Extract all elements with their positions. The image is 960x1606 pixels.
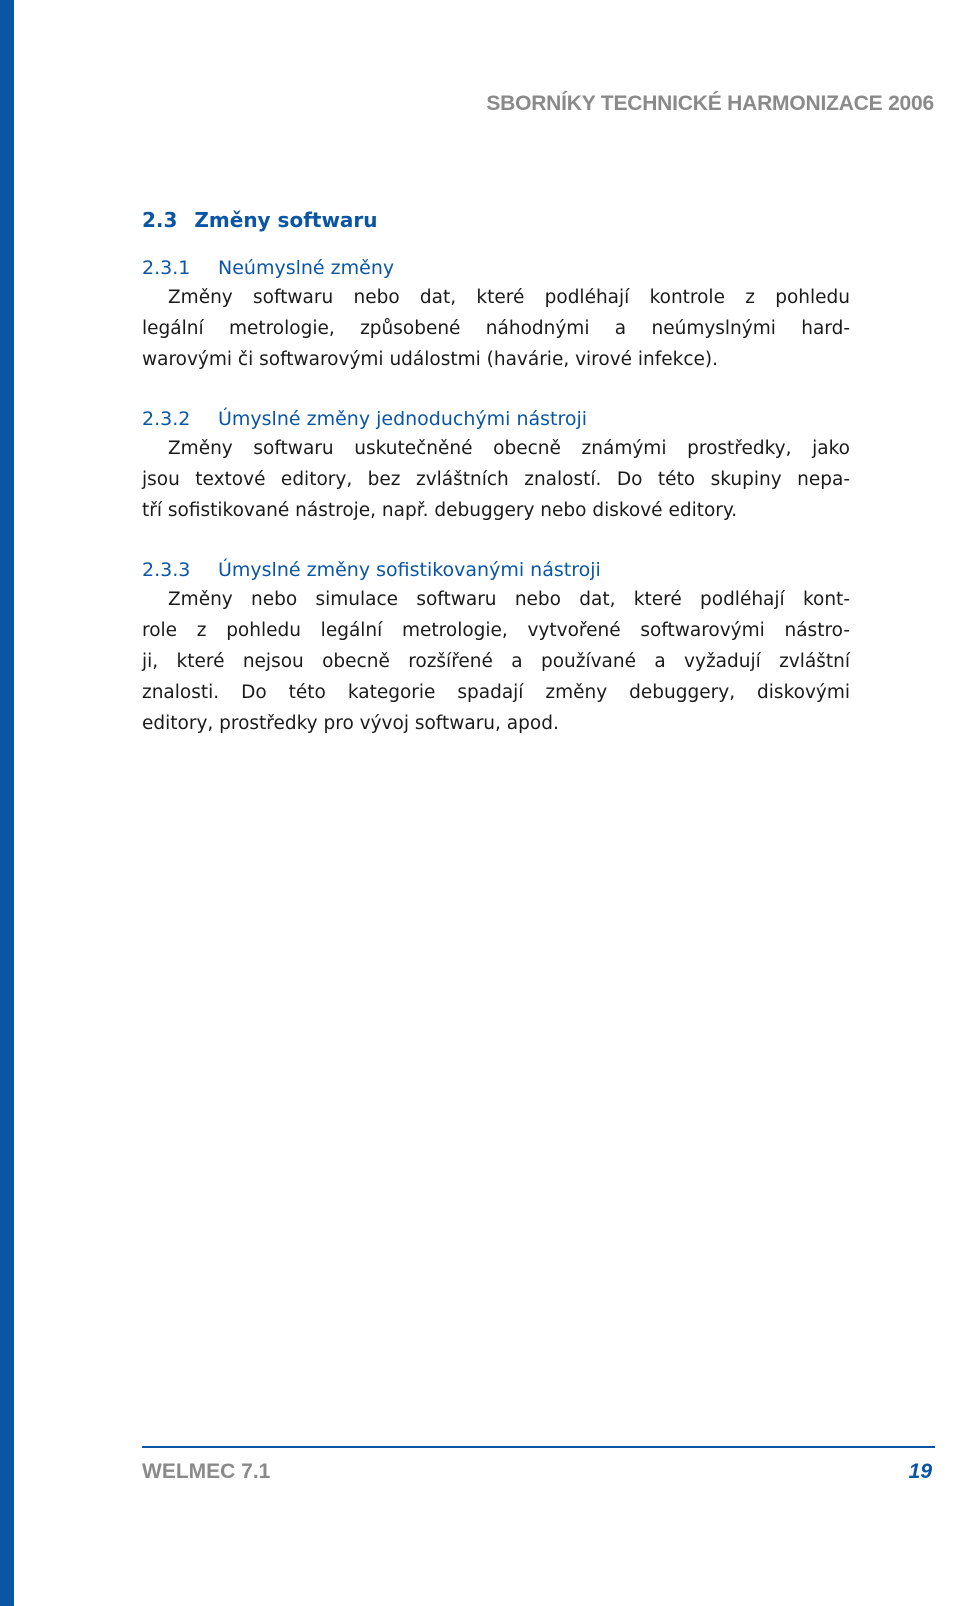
paragraph-line: ji, které nejsou obecně rozšířené a používané a vyžadují zvláštní (142, 651, 850, 672)
subsection-number: 2.3.2 (142, 408, 191, 430)
subsection-number: 2.3.1 (142, 257, 191, 279)
paragraph-line: tří sofistikované nástroje, např. debuggery nebo diskové editory. (142, 500, 738, 521)
section-title: Změny softwaru (194, 208, 378, 232)
subsection-paragraph (142, 584, 850, 739)
footer-document-id: WELMEC 7.1 (142, 1460, 271, 1483)
paragraph-line: warovými či softwarovými událostmi (havárie, virové infekce). (142, 349, 719, 370)
subsection-heading (142, 254, 850, 282)
page-number: 19 (908, 1460, 932, 1483)
paragraph-line: role z pohledu legální metrologie, vytvořené softwarovými nástro- (142, 620, 850, 641)
subsection-heading (142, 405, 850, 433)
paragraph-line: Změny nebo simulace softwaru nebo dat, které podléhají kont- (168, 589, 850, 610)
paragraph-line: znalosti. Do této kategorie spadají změny debuggery, diskovými (142, 682, 850, 703)
section-heading (142, 206, 850, 234)
left-accent-bar (0, 0, 14, 1606)
subsection-title: Úmyslné změny jednoduchými nástroji (218, 408, 588, 430)
footer-rule (142, 1446, 935, 1448)
paragraph-line: editory, prostředky pro vývoj softwaru, apod. (142, 713, 559, 734)
paragraph-line: jsou textové editory, bez zvláštních znalostí. Do této skupiny nepa- (142, 469, 850, 490)
subsection-2-3-2 (142, 405, 850, 526)
subsection-2-3-1 (142, 254, 850, 375)
paragraph-line: legální metrologie, způsobené náhodnými a neúmyslnými hard- (142, 318, 850, 339)
section-number: 2.3 (142, 208, 178, 232)
subsection-title: Neúmyslné změny (218, 257, 395, 279)
paragraph-line: Změny softwaru uskutečněné obecně známými prostředky, jako (168, 438, 850, 459)
subsection-paragraph (142, 433, 850, 526)
subsection-paragraph (142, 282, 850, 375)
running-header: SBORNÍKY TECHNICKÉ HARMONIZACE 2006 (486, 92, 934, 115)
page-content (142, 206, 850, 769)
subsection-number: 2.3.3 (142, 559, 191, 581)
subsection-heading (142, 556, 850, 584)
subsection-title: Úmyslné změny sofistikovanými nástroji (218, 559, 601, 581)
paragraph-line: Změny softwaru nebo dat, které podléhají kontrole z pohledu (168, 287, 850, 308)
subsection-2-3-3 (142, 556, 850, 739)
